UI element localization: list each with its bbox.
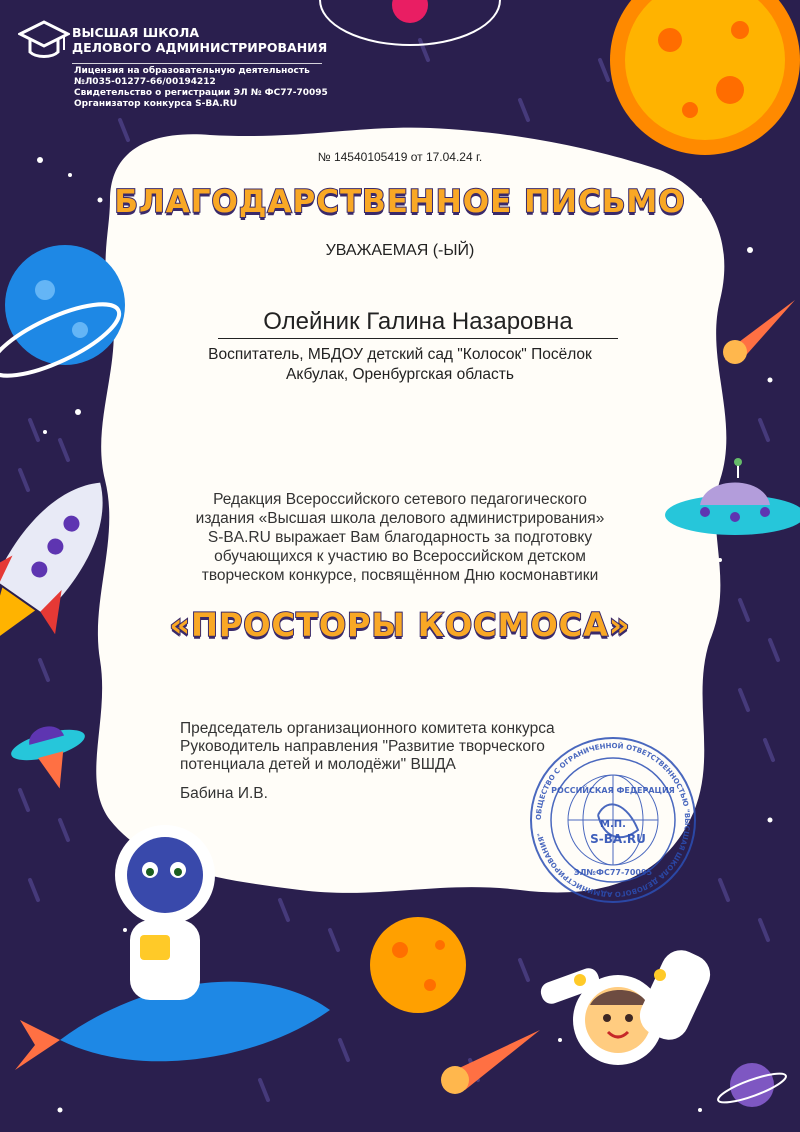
salutation: УВАЖАЕМАЯ (-ЫЙ) bbox=[325, 242, 475, 259]
license-info bbox=[74, 66, 338, 110]
body-line: S-BA.RU выражает Вам благодарность за подготовку bbox=[207, 529, 593, 546]
stamp-country: РОССИЙСКАЯ ФЕДЕРАЦИЯ bbox=[551, 786, 675, 795]
stamp-site: S-BA.RU bbox=[590, 832, 646, 846]
signer-name: Бабина И.В. bbox=[180, 785, 268, 802]
recipient-name: Олейник Галина Назаровна bbox=[218, 308, 618, 339]
org-name bbox=[72, 25, 327, 55]
recipient-position bbox=[150, 345, 650, 385]
registration-line: Свидетельство о регистрации ЭЛ № ФС77-70095 bbox=[74, 88, 328, 98]
gratitude-text bbox=[150, 490, 650, 585]
stamp-ring-text: ОБЩЕСТВО С ОГРАНИЧЕННОЙ ОТВЕТСТВЕННОСТЬЮ "ВЫСШАЯ ШКОЛА ДЕЛОВОГО АДМИНИСТРИРОВАНИЯ" bbox=[534, 741, 692, 899]
position-line: Воспитатель, МБДОУ детский сад "Колосок" Посёлок bbox=[208, 346, 592, 363]
org-name-line2: ДЕЛОВОГО АДМИНИСТРИРОВАНИЯ bbox=[72, 40, 328, 55]
org-logo-block bbox=[18, 18, 338, 110]
org-name-line1: ВЫСШАЯ ШКОЛА bbox=[72, 25, 200, 40]
logo-divider bbox=[72, 63, 322, 64]
stamp-mp: М.П. bbox=[600, 819, 626, 830]
stamp-reg: ЭЛ№ФС77-70095 bbox=[573, 868, 653, 877]
official-stamp bbox=[528, 735, 698, 905]
body-line: Редакция Всероссийского сетевого педагогического bbox=[213, 491, 587, 508]
sign-line: Председатель организационного комитета конкурса bbox=[180, 720, 555, 737]
license-line: Лицензия на образовательную деятельность bbox=[74, 66, 310, 76]
contest-name: «ПРОСТОРЫ КОСМОСА» bbox=[169, 606, 631, 644]
sign-line: Руководитель направления "Развитие творческого bbox=[180, 738, 545, 755]
body-line: творческом конкурсе, посвящённом Дню космонавтики bbox=[201, 567, 599, 584]
sign-line: потенциала детей и молодёжи" ВШДА bbox=[180, 756, 456, 773]
certificate-number: № 14540105419 от 17.04.24 г. bbox=[317, 150, 483, 164]
organizer-line: Организатор конкурса S-BA.RU bbox=[74, 99, 238, 109]
position-line: Акбулак, Оренбургская область bbox=[286, 366, 514, 383]
body-line: обучающихся к участию во Всероссийском детском bbox=[214, 548, 586, 565]
graduation-cap-icon bbox=[18, 18, 70, 62]
certificate-title: БЛАГОДАРСТВЕННОЕ ПИСЬМО bbox=[114, 184, 686, 220]
body-line: издания «Высшая школа делового администрирования» bbox=[195, 510, 605, 527]
license-number: №Л035-01277-66/00194212 bbox=[74, 77, 216, 87]
